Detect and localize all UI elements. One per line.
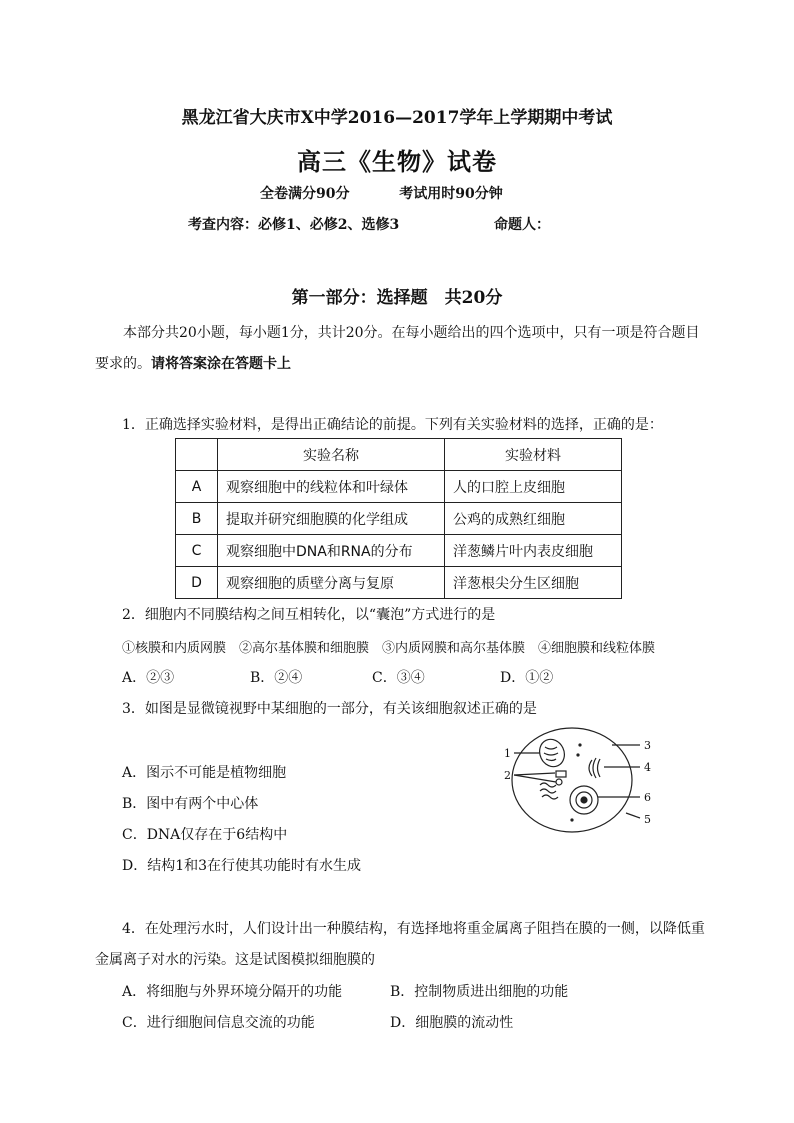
leader-line-2b	[514, 775, 556, 782]
leader-line-5	[626, 813, 640, 818]
centriole-shape	[556, 771, 566, 777]
exam-subtitle: 高三《生物》试卷	[297, 147, 497, 176]
golgi-shape	[589, 758, 600, 778]
q4-option-c: C．进行细胞间信息交流的功能	[122, 1015, 315, 1031]
cell-membrane	[512, 728, 632, 832]
q2-option-d: D．①②	[500, 670, 554, 686]
mitochondrion-cristae	[544, 747, 558, 761]
q2-items: ①核膜和内质网膜 ②高尔基体膜和细胞膜 ③内质网膜和高尔基体膜 ④细胞膜和线粒体膜	[122, 641, 656, 656]
exam-content-line	[188, 214, 550, 234]
q3-option-c: C．DNA仅存在于6结构中	[122, 827, 288, 843]
q2-stem: 2．细胞内不同膜结构之间互相转化，以“囊泡”方式进行的是	[122, 607, 496, 623]
mitochondrion-shape	[535, 735, 569, 771]
table-row	[176, 567, 622, 599]
exam-meta-line	[260, 183, 503, 203]
row-name: 观察细胞中的线粒体和叶绿体	[218, 471, 445, 503]
q3-option-b: B．图中有两个中心体	[122, 796, 259, 812]
label-6: 6	[644, 791, 651, 804]
q1-stem: 1．正确选择实验材料，是得出正确结论的前提。下列有关实验材料的选择，正确的是：	[122, 417, 663, 433]
q3-stem: 3．如图是显微镜视野中某细胞的一部分，有关该细胞叙述正确的是	[122, 701, 537, 717]
label-2: 2	[504, 769, 511, 782]
q1-table	[175, 438, 622, 599]
table-row	[176, 471, 622, 503]
q4-option-d: D．细胞膜的流动性	[390, 1015, 514, 1031]
table-header-material: 实验材料	[445, 439, 622, 471]
row-letter: B	[176, 503, 218, 535]
label-1: 1	[504, 747, 511, 760]
row-material: 洋葱根尖分生区细胞	[445, 567, 622, 599]
q4-option-b: B．控制物质进出细胞的功能	[390, 984, 569, 1000]
row-material: 公鸡的成熟红细胞	[445, 503, 622, 535]
cell-diagram	[500, 725, 678, 835]
intro-bold-text: 请将答案涂在答题卡上	[151, 356, 291, 372]
leader-line-2	[514, 773, 555, 775]
centriole-shape	[556, 779, 562, 785]
intro-text: 本部分共20小题，每小题1分，共计20分。在每小题给出的四个选项中，只有一项是符合题目要求的。	[95, 325, 700, 372]
row-letter: D	[176, 567, 218, 599]
q2-option-a: A．②③	[122, 670, 175, 686]
row-name: 提取并研究细胞膜的化学组成	[218, 503, 445, 535]
row-letter: C	[176, 535, 218, 567]
exam-title: 黑龙江省大庆市X中学2016—2017学年上学期期中考试	[181, 108, 613, 128]
table-header-empty	[176, 439, 218, 471]
q4-stem: 4．在处理污水时，人们设计出一种膜结构，有选择地将重金属离子阻挡在膜的一侧，以降低重金属离子对水的污染。这是试图模拟细胞膜的	[95, 921, 705, 968]
row-material: 人的口腔上皮细胞	[445, 471, 622, 503]
table-header-row	[176, 439, 622, 471]
q2-option-c: C．③④	[372, 670, 425, 686]
q2-option-b: B．②④	[250, 670, 303, 686]
exam-author: 命题人：	[493, 217, 550, 233]
label-3: 3	[644, 739, 651, 752]
table-row	[176, 503, 622, 535]
full-score: 全卷满分90分	[260, 186, 350, 202]
row-name: 观察细胞的质壁分离与复原	[218, 567, 445, 599]
section-title: 第一部分：选择题 共20分	[291, 288, 503, 308]
q3-option-a: A．图示不可能是植物细胞	[122, 765, 287, 781]
row-name: 观察细胞中DNA和RNA的分布	[218, 535, 445, 567]
q4-option-a: A．将细胞与外界环境分隔开的功能	[122, 984, 343, 1000]
nucleolus-shape	[581, 797, 587, 803]
exam-content: 考查内容：必修1、必修2、选修3	[188, 217, 400, 233]
er-shape	[540, 783, 558, 799]
label-4: 4	[644, 761, 651, 774]
row-letter: A	[176, 471, 218, 503]
q3-option-d: D．结构1和3在行使其功能时有水生成	[122, 858, 362, 874]
row-material: 洋葱鳞片叶内表皮细胞	[445, 535, 622, 567]
table-row	[176, 535, 622, 567]
table-header-name: 实验名称	[218, 439, 445, 471]
section-intro	[95, 318, 705, 380]
time-limit: 考试用时90分钟	[399, 186, 503, 202]
label-5: 5	[644, 813, 651, 826]
